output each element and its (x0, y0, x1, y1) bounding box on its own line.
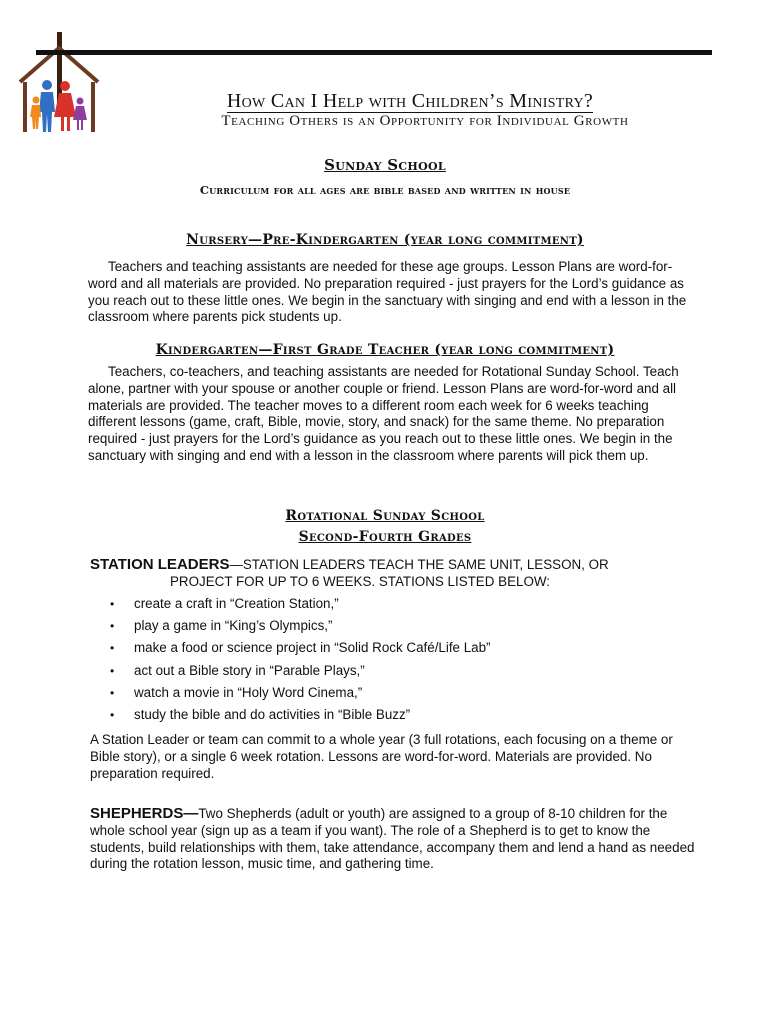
station-leaders-label: STATION LEADERS (90, 556, 230, 573)
shepherds-text: Two Shepherds (adult or youth) are assigned to a group of 8-10 children for the whole school year (sign up as a team if you want). The role of a Shepherd is to get to know the students, build relationships with them, take attendance, accompany them and lend a hand as needed during the rotation lesson, music time, and gathering time. (90, 806, 695, 872)
kindergarten-paragraph: Teachers, co-teachers, and teaching assistants are needed for Rotational Sunday School. Teach alone, partner with your spouse or another couple or friend. Lesson Plans are word-for-word and all materials are provided. The teacher moves to a different room each week for 6 weeks teaching different lessons (game, craft, Bible, movie, story, and snack) for the same theme. No preparation required - just prayers for the Lord’s guidance as you reach out to these little ones. We begin in the sanctuary with singing and end with a lesson in the classroom where parents will pick them up. (88, 364, 679, 463)
shepherds-label: SHEPHERDS— (90, 805, 199, 822)
station-leaders-intro-cont: PROJECT FOR UP TO 6 WEEKS. STATIONS LISTED BELOW: (170, 574, 550, 589)
shepherds-paragraph (90, 806, 700, 873)
page-subtitle: Teaching Others is an Opportunity for Individual Growth (221, 113, 629, 129)
list-item: • make a food or science project in “Solid Rock Café/Life Lab” (108, 637, 491, 659)
station-leaders-paragraph: A Station Leader or team can commit to a whole year (3 full rotations, each focusing on a theme or Bible story), or a single 6 week rotation. Lessons are word-for-word. Materials are provided. No preparation required. (90, 732, 673, 781)
kindergarten-heading: Kindergarten—First Grade Teacher (year long commitment) (155, 342, 615, 358)
rotational-heading: Rotational Sunday School (285, 508, 485, 524)
sunday-school-subheading: Curriculum for all ages are bible based and written in house (199, 183, 571, 197)
top-rule-divider (36, 50, 712, 55)
list-item: • watch a movie in “Holy Word Cinema,” (108, 682, 491, 704)
nursery-heading: Nursery—Pre-Kindergarten (year long commitment) (186, 232, 584, 248)
list-item: • act out a Bible story in “Parable Plays,” (108, 660, 491, 682)
list-item: • study the bible and do activities in “Bible Buzz” (108, 704, 491, 726)
list-item: • play a game in “King’s Olympics,” (108, 615, 491, 637)
page-title: How Can I Help with Children’s Ministry? (226, 90, 594, 112)
sunday-school-heading: Sunday School (324, 156, 446, 174)
list-item: • create a craft in “Creation Station,” (108, 593, 491, 615)
rotational-grades-heading: Second-Fourth Grades (298, 529, 472, 545)
nursery-paragraph: Teachers and teaching assistants are needed for these age groups. Lesson Plans are word-for-word and all materials are provided. No preparation required - just prayers for the Lord’s guidance as you reach out to these little ones. We begin in the sanctuary with singing and end with a lesson in the classroom where parents pick students up. (88, 259, 687, 325)
station-leaders-intro-text: —STATION LEADERS TEACH THE SAME UNIT, LESSON, OR (229, 557, 609, 572)
station-leaders-intro (90, 556, 710, 590)
stations-list (108, 593, 491, 726)
